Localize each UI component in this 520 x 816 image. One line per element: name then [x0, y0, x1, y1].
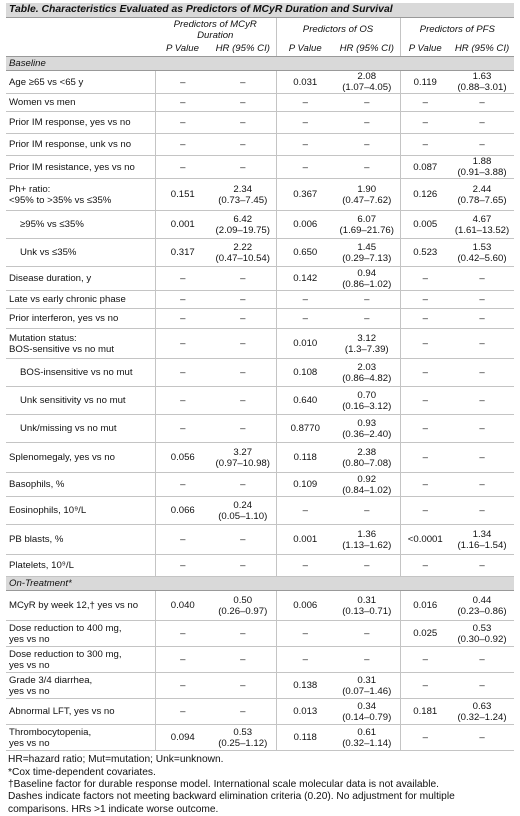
- hr-cell: 1.36 (1.13–1.62): [334, 525, 400, 555]
- p-value-cell: –: [400, 291, 450, 309]
- p-value-cell: 0.650: [276, 239, 334, 267]
- p-value-cell: –: [276, 497, 334, 525]
- row-label: Unk sensitivity vs no mut: [6, 387, 155, 415]
- hr-cell: –: [334, 647, 400, 673]
- hr-cell: 0.50 (0.26–0.97): [210, 591, 276, 621]
- row-label: Ph+ ratio: <95% to >35% vs ≤35%: [6, 179, 155, 211]
- hr-cell: –: [334, 555, 400, 577]
- group-header-mcyr: Predictors of MCyR Duration: [173, 18, 257, 41]
- p-value-cell: 0.006: [276, 211, 334, 239]
- row-label: Disease duration, y: [6, 267, 155, 291]
- p-value-cell: 0.108: [276, 359, 334, 387]
- table-row: [6, 673, 514, 699]
- group-header-pfs: Predictors of PFS: [400, 18, 514, 43]
- p-value-cell: –: [155, 387, 210, 415]
- table-row: [6, 239, 514, 267]
- table-row: [6, 725, 514, 751]
- hr-cell: 0.34 (0.14–0.79): [334, 699, 400, 725]
- row-label: Women vs men: [6, 94, 155, 112]
- p-value-cell: –: [400, 359, 450, 387]
- p-value-cell: –: [400, 443, 450, 473]
- row-label: Prior IM response, unk vs no: [6, 134, 155, 156]
- hr-cell: 2.08 (1.07–4.05): [334, 71, 400, 94]
- hr-cell: 0.31 (0.07–1.46): [334, 673, 400, 699]
- table-row: [6, 497, 514, 525]
- p-value-cell: –: [400, 555, 450, 577]
- hr-cell: 6.42 (2.09–19.75): [210, 211, 276, 239]
- hr-cell: –: [210, 309, 276, 329]
- p-value-cell: 0.151: [155, 179, 210, 211]
- table-row: [6, 647, 514, 673]
- hr-cell: –: [334, 134, 400, 156]
- p-value-cell: –: [400, 94, 450, 112]
- hr-cell: 0.53 (0.30–0.92): [450, 621, 514, 647]
- hr-cell: –: [210, 699, 276, 725]
- row-label: Late vs early chronic phase: [6, 291, 155, 309]
- hr-cell: 2.44 (0.78–7.65): [450, 179, 514, 211]
- p-value-cell: 0.181: [400, 699, 450, 725]
- p-value-cell: –: [276, 647, 334, 673]
- hr-cell: –: [334, 156, 400, 179]
- p-value-cell: 0.109: [276, 473, 334, 497]
- table-row: [6, 94, 514, 112]
- hr-cell: –: [450, 134, 514, 156]
- p-value-cell: 0.010: [276, 329, 334, 359]
- hr-cell: 0.94 (0.86–1.02): [334, 267, 400, 291]
- sub-header-hr: HR (95% CI): [210, 42, 276, 57]
- hr-cell: –: [450, 415, 514, 443]
- hr-cell: –: [334, 112, 400, 134]
- p-value-cell: 0.001: [155, 211, 210, 239]
- hr-cell: –: [334, 291, 400, 309]
- row-label: Dose reduction to 300 mg, yes vs no: [6, 647, 155, 673]
- hr-cell: 0.44 (0.23–0.86): [450, 591, 514, 621]
- p-value-cell: 0.013: [276, 699, 334, 725]
- p-value-cell: –: [400, 309, 450, 329]
- hr-cell: –: [210, 415, 276, 443]
- hr-cell: –: [450, 647, 514, 673]
- table-row: [6, 415, 514, 443]
- hr-cell: –: [450, 267, 514, 291]
- table-row: [6, 112, 514, 134]
- hr-cell: –: [210, 359, 276, 387]
- table-row: [6, 156, 514, 179]
- row-label: Prior IM resistance, yes vs no: [6, 156, 155, 179]
- p-value-cell: 0.118: [276, 725, 334, 751]
- p-value-cell: –: [155, 309, 210, 329]
- p-value-cell: –: [400, 112, 450, 134]
- p-value-cell: 0.094: [155, 725, 210, 751]
- p-value-cell: –: [155, 647, 210, 673]
- table-row: [6, 525, 514, 555]
- p-value-cell: –: [400, 267, 450, 291]
- hr-cell: 0.70 (0.16–3.12): [334, 387, 400, 415]
- table-row: [6, 267, 514, 291]
- hr-cell: –: [450, 725, 514, 751]
- table-row: [6, 71, 514, 94]
- row-label: Thrombocytopenia, yes vs no: [6, 725, 155, 751]
- hr-cell: 0.53 (0.25–1.12): [210, 725, 276, 751]
- p-value-cell: –: [276, 112, 334, 134]
- row-label: Prior IM response, yes vs no: [6, 112, 155, 134]
- hr-cell: –: [210, 387, 276, 415]
- hr-cell: 1.34 (1.16–1.54): [450, 525, 514, 555]
- p-value-cell: 0.031: [276, 71, 334, 94]
- p-value-cell: –: [276, 291, 334, 309]
- hr-cell: –: [210, 673, 276, 699]
- p-value-cell: 0.126: [400, 179, 450, 211]
- table-title-row: [6, 3, 514, 18]
- row-label: Eosinophils, 10⁹/L: [6, 497, 155, 525]
- p-value-cell: 0.087: [400, 156, 450, 179]
- p-value-cell: –: [400, 134, 450, 156]
- row-label: Age ≥65 vs <65 y: [6, 71, 155, 94]
- p-value-cell: –: [276, 309, 334, 329]
- footnote: HR=hazard ratio; Mut=mutation; Unk=unknown.: [8, 754, 224, 766]
- hr-cell: –: [450, 555, 514, 577]
- hr-cell: –: [334, 309, 400, 329]
- hr-cell: –: [450, 673, 514, 699]
- table-row: [6, 134, 514, 156]
- table-row: [6, 211, 514, 239]
- hr-cell: 1.45 (0.29–7.13): [334, 239, 400, 267]
- row-label: Basophils, %: [6, 473, 155, 497]
- sub-header-pvalue: P Value: [155, 42, 210, 57]
- table-row: [6, 699, 514, 725]
- table-title: Table. Characteristics Evaluated as Predictors of MCyR Duration and Survival: [6, 3, 514, 18]
- p-value-cell: –: [155, 329, 210, 359]
- hr-cell: 0.63 (0.32–1.24): [450, 699, 514, 725]
- p-value-cell: –: [155, 94, 210, 112]
- p-value-cell: 0.119: [400, 71, 450, 94]
- p-value-cell: –: [400, 473, 450, 497]
- footnote: Dashes indicate factors not meeting backward elimination criteria (0.20). No adjustment for multiple comparisons. HRs >1 indicate worse outcome.: [8, 791, 455, 815]
- p-value-cell: 0.040: [155, 591, 210, 621]
- p-value-cell: 0.006: [276, 591, 334, 621]
- table-row: [6, 309, 514, 329]
- hr-cell: –: [450, 473, 514, 497]
- p-value-cell: 0.025: [400, 621, 450, 647]
- p-value-cell: 0.367: [276, 179, 334, 211]
- table-row: [6, 621, 514, 647]
- hr-cell: 2.22 (0.47–10.54): [210, 239, 276, 267]
- sub-header-row: [6, 42, 514, 57]
- section-header-row: [6, 577, 514, 591]
- row-label: Prior interferon, yes vs no: [6, 309, 155, 329]
- hr-cell: –: [210, 525, 276, 555]
- hr-cell: 0.93 (0.36–2.40): [334, 415, 400, 443]
- hr-cell: –: [334, 94, 400, 112]
- hr-cell: –: [210, 134, 276, 156]
- hr-cell: –: [210, 112, 276, 134]
- hr-cell: –: [210, 473, 276, 497]
- p-value-cell: –: [155, 525, 210, 555]
- row-label: Mutation status: BOS-sensitive vs no mut: [6, 329, 155, 359]
- p-value-cell: –: [400, 673, 450, 699]
- table-row: [6, 591, 514, 621]
- hr-cell: –: [334, 621, 400, 647]
- hr-cell: –: [450, 94, 514, 112]
- table-row: [6, 179, 514, 211]
- hr-cell: 2.03 (0.86–4.82): [334, 359, 400, 387]
- p-value-cell: –: [155, 156, 210, 179]
- p-value-cell: –: [155, 673, 210, 699]
- section-header-row: [6, 57, 514, 71]
- hr-cell: 4.67 (1.61–13.52): [450, 211, 514, 239]
- p-value-cell: –: [400, 387, 450, 415]
- hr-cell: 1.63 (0.88–3.01): [450, 71, 514, 94]
- sub-header-empty: [6, 42, 155, 57]
- hr-cell: –: [334, 497, 400, 525]
- p-value-cell: –: [400, 329, 450, 359]
- footnote: †Baseline factor for durable response model. International scale molecular data is not available.: [8, 778, 439, 790]
- p-value-cell: –: [276, 555, 334, 577]
- group-header-row: [6, 18, 514, 43]
- p-value-cell: 0.317: [155, 239, 210, 267]
- p-value-cell: –: [400, 415, 450, 443]
- sub-header-hr: HR (95% CI): [450, 42, 514, 57]
- table-row: [6, 329, 514, 359]
- row-label: Dose reduction to 400 mg, yes vs no: [6, 621, 155, 647]
- p-value-cell: –: [155, 267, 210, 291]
- table-container: [6, 3, 514, 816]
- hr-cell: 0.92 (0.84–1.02): [334, 473, 400, 497]
- table-row: [6, 473, 514, 497]
- hr-cell: –: [450, 309, 514, 329]
- sub-header-hr: HR (95% CI): [334, 42, 400, 57]
- p-value-cell: 0.8770: [276, 415, 334, 443]
- hr-cell: 2.34 (0.73–7.45): [210, 179, 276, 211]
- row-label: Abnormal LFT, yes vs no: [6, 699, 155, 725]
- table-row: [6, 443, 514, 473]
- footnote: *Cox time-dependent covariates.: [8, 766, 156, 778]
- table-row: [6, 291, 514, 309]
- section-header: On-Treatment*: [6, 577, 514, 591]
- p-value-cell: 0.016: [400, 591, 450, 621]
- p-value-cell: –: [155, 71, 210, 94]
- p-value-cell: 0.066: [155, 497, 210, 525]
- table-row: [6, 555, 514, 577]
- p-value-cell: –: [155, 473, 210, 497]
- hr-cell: –: [450, 359, 514, 387]
- hr-cell: –: [210, 94, 276, 112]
- table-row: [6, 387, 514, 415]
- footnotes: [6, 754, 514, 816]
- p-value-cell: –: [155, 134, 210, 156]
- row-label: Grade 3/4 diarrhea, yes vs no: [6, 673, 155, 699]
- hr-cell: 1.88 (0.91–3.88): [450, 156, 514, 179]
- p-value-cell: –: [155, 359, 210, 387]
- p-value-cell: –: [155, 699, 210, 725]
- p-value-cell: –: [155, 415, 210, 443]
- p-value-cell: –: [155, 621, 210, 647]
- row-label: Splenomegaly, yes vs no: [6, 443, 155, 473]
- hr-cell: –: [450, 497, 514, 525]
- hr-cell: –: [210, 647, 276, 673]
- row-label: BOS-insensitive vs no mut: [6, 359, 155, 387]
- p-value-cell: –: [276, 94, 334, 112]
- p-value-cell: 0.523: [400, 239, 450, 267]
- sub-header-pvalue: P Value: [400, 42, 450, 57]
- p-value-cell: 0.005: [400, 211, 450, 239]
- p-value-cell: 0.118: [276, 443, 334, 473]
- hr-cell: –: [450, 443, 514, 473]
- p-value-cell: 0.056: [155, 443, 210, 473]
- p-value-cell: <0.0001: [400, 525, 450, 555]
- hr-cell: –: [210, 291, 276, 309]
- hr-cell: –: [210, 555, 276, 577]
- p-value-cell: –: [276, 156, 334, 179]
- table-row: [6, 359, 514, 387]
- hr-cell: 0.24 (0.05–1.10): [210, 497, 276, 525]
- row-label: MCyR by week 12,† yes vs no: [6, 591, 155, 621]
- row-label: Unk/missing vs no mut: [6, 415, 155, 443]
- hr-cell: –: [450, 112, 514, 134]
- p-value-cell: –: [155, 555, 210, 577]
- row-label: ≥95% vs ≤35%: [6, 211, 155, 239]
- hr-cell: –: [210, 329, 276, 359]
- hr-cell: 1.53 (0.42–5.60): [450, 239, 514, 267]
- p-value-cell: –: [400, 725, 450, 751]
- row-label: Platelets, 10⁹/L: [6, 555, 155, 577]
- p-value-cell: 0.001: [276, 525, 334, 555]
- sub-header-pvalue: P Value: [276, 42, 334, 57]
- hr-cell: –: [210, 156, 276, 179]
- p-value-cell: 0.640: [276, 387, 334, 415]
- p-value-cell: –: [155, 291, 210, 309]
- p-value-cell: –: [155, 112, 210, 134]
- p-value-cell: –: [400, 647, 450, 673]
- hr-cell: 0.61 (0.32–1.14): [334, 725, 400, 751]
- hr-cell: –: [450, 291, 514, 309]
- hr-cell: 2.38 (0.80–7.08): [334, 443, 400, 473]
- hr-cell: 0.31 (0.13–0.71): [334, 591, 400, 621]
- p-value-cell: 0.138: [276, 673, 334, 699]
- group-header-os: Predictors of OS: [276, 18, 400, 43]
- p-value-cell: –: [276, 134, 334, 156]
- p-value-cell: 0.142: [276, 267, 334, 291]
- hr-cell: –: [450, 329, 514, 359]
- hr-cell: 6.07 (1.69–21.76): [334, 211, 400, 239]
- hr-cell: –: [210, 621, 276, 647]
- hr-cell: –: [210, 267, 276, 291]
- row-label: Unk vs ≤35%: [6, 239, 155, 267]
- hr-cell: 3.27 (0.97–10.98): [210, 443, 276, 473]
- row-label: PB blasts, %: [6, 525, 155, 555]
- group-header-empty: [6, 18, 155, 43]
- hr-cell: 1.90 (0.47–7.62): [334, 179, 400, 211]
- hr-cell: 3.12 (1.3–7.39): [334, 329, 400, 359]
- p-value-cell: –: [276, 621, 334, 647]
- predictors-table: [6, 3, 514, 751]
- p-value-cell: –: [400, 497, 450, 525]
- hr-cell: –: [210, 71, 276, 94]
- section-header: Baseline: [6, 57, 514, 71]
- hr-cell: –: [450, 387, 514, 415]
